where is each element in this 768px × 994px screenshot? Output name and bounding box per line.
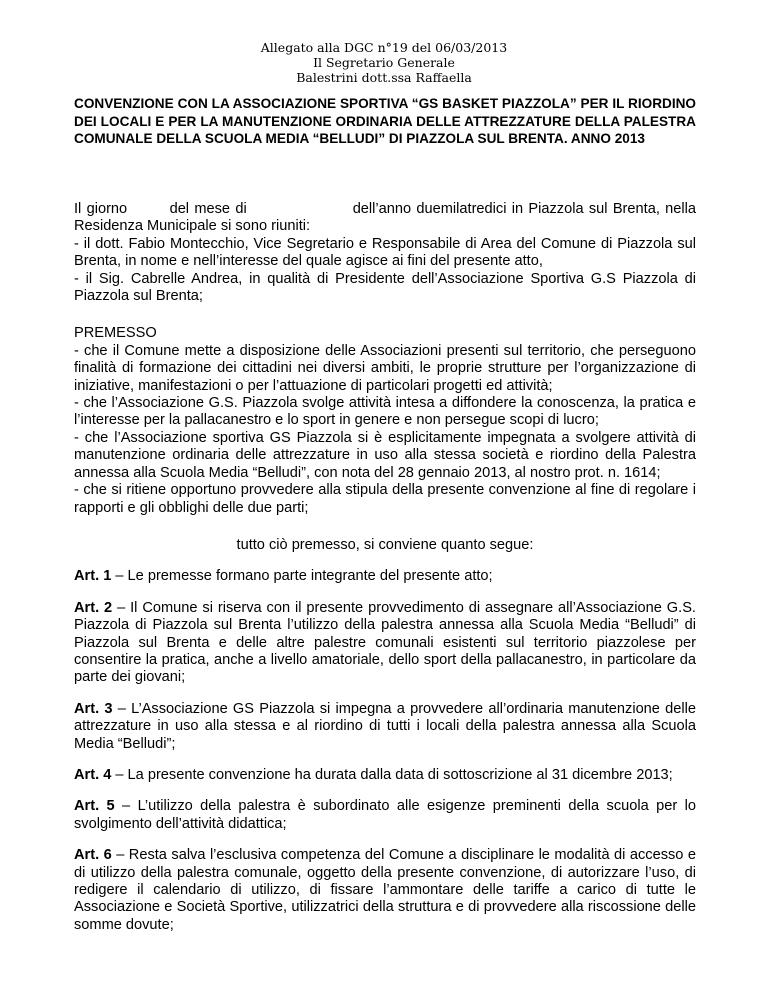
article-label: Art. 5 <box>74 798 115 815</box>
party-1: - il dott. Fabio Montecchio, Vice Segretario e Responsabile di Area del Comune di Piazzola sul Brenta, in nome e nell’interesse del quale agisce ai fini del presente atto, <box>74 235 696 270</box>
conviene-line: tutto ciò premesso, si conviene quanto segue: <box>236 536 534 553</box>
intro-anno: dell’anno duemilatredici in Piazzola sul Brenta, nella Residenza Municipale si sono riuniti: <box>74 201 697 235</box>
article-text: – Il Comune si riserva con il presente provvedimento di assegnare all’Associazione G.S. Piazzola di Piazzola sul Brenta l’utilizzo della palestra annessa alla Scuola Media “Belludi” di Piazzola sul Brenta e delle altre palestre comunali esistenti sul territorio piazzolese per consentire la pratica, anche a livello amatoriale, dello sport della pallacanestro, in particolare da parte dei giovani; <box>74 599 696 686</box>
article-text: – L’Associazione GS Piazzola si impegna a provvedere all’ordinaria manutenzione delle attrezzature in uso alla stessa e al riordino di tutti i locali della palestra annessa alla Scuola Media “Belludi”; <box>74 700 697 752</box>
premesso-item: - che l’Associazione sportiva GS Piazzola si è esplicitamente impegnata a svolgere attività di manutenzione ordinaria delle attrezzature in uso alla stessa società e riordino della Palestra annessa alla Scuola Media “Belludi”, con nota del 28 gennaio 2013, al nostro prot. n. 1614; <box>74 429 696 481</box>
article-label: Art. 6 <box>74 847 112 864</box>
premesso-heading: PREMESSO <box>74 325 157 342</box>
article-3 <box>74 701 696 753</box>
article-5 <box>74 798 696 833</box>
document-title: CONVENZIONE CON LA ASSOCIAZIONE SPORTIVA “GS BASKET PIAZZOLA” PER IL RIORDINO DEI LOCALI E PER LA MANUTENZIONE ORDINARIA DELLE ATTREZZATURE DELLA PALESTRA COMUNALE DELLA SCUOLA MEDIA “BELLUDI” DI PIAZZOLA SUL BRENTA. ANNO 2013 <box>74 96 696 146</box>
header-signatory: Balestrini dott.ssa Raffaella <box>296 70 472 85</box>
article-6 <box>74 847 696 934</box>
intro-mese: del mese di <box>169 201 247 217</box>
intro-giorno: Il giorno <box>74 201 128 217</box>
intro-paragraph <box>74 201 696 236</box>
article-1 <box>74 568 696 585</box>
document-body <box>74 201 696 934</box>
article-4 <box>74 767 696 784</box>
article-label: Art. 3 <box>74 700 113 717</box>
article-text: – Le premesse formano parte integrante del presente atto; <box>111 568 493 585</box>
article-text: – Resta salva l’esclusiva competenza del Comune a disciplinare le modalità di accesso e di utilizzo della palestra comunale, oggetto della presente convenzione, di autorizzare l’uso, di redigere il calendario di utilizzo, di fissare l’ammontare delle tariffe a carico di tutte le Associazione e Società Sportive, utilizzatrici della struttura e di provvedere alla riscossione delle somme dovute; <box>74 847 696 933</box>
article-text: – L’utilizzo della palestra è subordinato alle esigenze preminenti della scuola per lo svolgimento dell’attività didattica; <box>74 798 696 832</box>
article-2 <box>74 600 696 687</box>
premesso-item: - che l’Associazione G.S. Piazzola svolge attività intesa a diffondere la conoscenza, la pratica e l’interesse per la pallacanestro e lo sport in genere e non persegue scopi di lucro; <box>74 395 696 429</box>
header-reference: Allegato alla DGC n°19 del 06/03/2013 <box>260 40 508 55</box>
header-role: Il Segretario Generale <box>313 55 455 70</box>
article-text: – La presente convenzione ha durata dalla data di sottoscrizione al 31 dicembre 2013; <box>111 766 673 783</box>
premesso-item: - che il Comune mette a disposizione delle Associazioni presenti sul territorio, che perseguono finalità di formazione dei cittadini nei diversi ambiti, le proprie strutture per l’organizzazione di iniziative, manifestazioni o per l’attuazione di particolari progetti ed attività; <box>74 342 696 394</box>
premesso-item: - che si ritiene opportuno provvedere alla stipula della presente convenzione al fine di regolare i rapporti e gli obblighi delle due parti; <box>74 482 696 516</box>
article-label: Art. 4 <box>74 766 112 783</box>
party-2: - il Sig. Cabrelle Andrea, in qualità di Presidente dell’Associazione Sportiva G.S Piazzola di Piazzola sul Brenta; <box>74 270 696 305</box>
document-header <box>0 40 768 85</box>
article-label: Art. 1 <box>74 568 112 585</box>
article-label: Art. 2 <box>74 599 113 616</box>
